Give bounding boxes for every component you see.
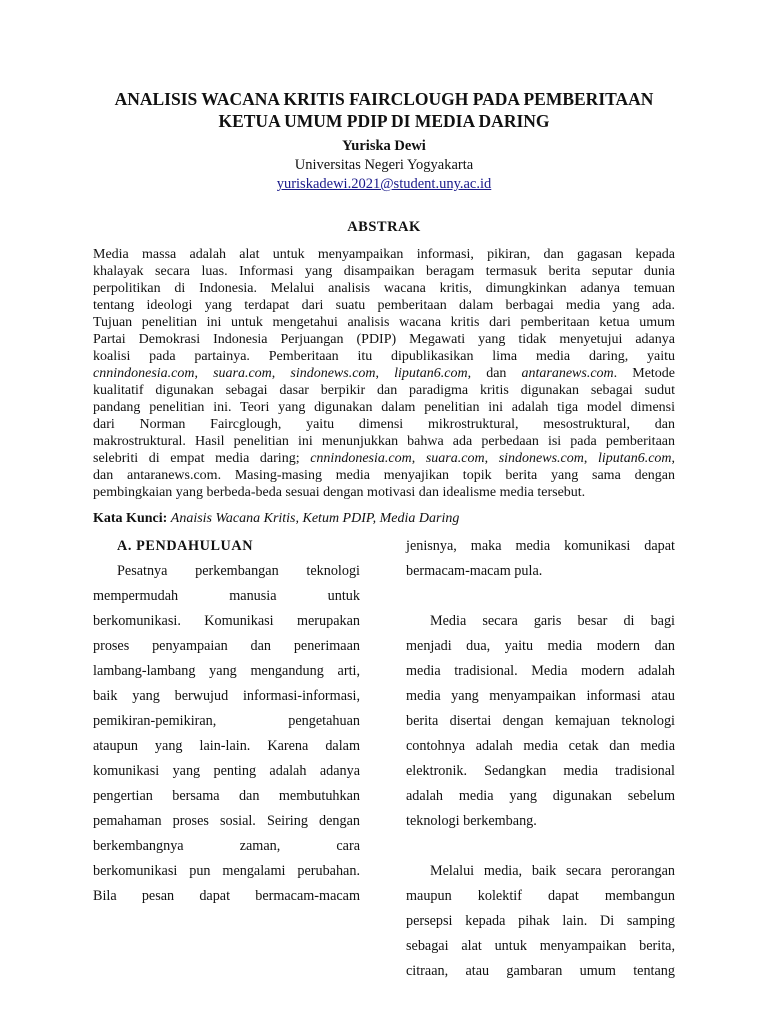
abstract-line: makrostruktural. Hasil penelitian ini menunjukkan bahwa ada perbedaan isi pada pemberitaan	[93, 434, 675, 449]
abstract-line: Partai Demokrasi Indonesia Perjuangan (PDIP) Megawati yang tidak menyetujui adanya	[93, 332, 675, 347]
body-line: berkembangnya zaman, cara	[93, 838, 360, 854]
abstract-line: dari Norman Faircglough, yaitu dimensi mikrostruktural, mesostruktural, dan	[93, 417, 675, 432]
right-column	[406, 534, 675, 984]
body-line: Melalui media, baik secara perorangan	[430, 863, 675, 879]
body-line: komunikasi yang penting adalah adanya	[93, 763, 360, 779]
abstract-line: Tujuan penelitian ini untuk mengetahui analisis wacana kritis dari pemberitaan ketua umum	[93, 315, 675, 330]
keywords-text: Anaisis Wacana Kritis, Ketum PDIP, Media Daring	[170, 511, 460, 526]
body-line: adalah media yang digunakan sebelum	[406, 788, 675, 804]
abstract-body	[93, 246, 675, 501]
body-line: media yang menyampaikan informasi atau	[406, 688, 675, 704]
left-column	[93, 534, 360, 909]
paper-title	[60, 88, 708, 132]
abstract-line: kualitatif digunakan sebagai dasar berpikir dan paradigma kritis digunakan sebagai sudut	[93, 383, 675, 398]
author-email[interactable]	[60, 175, 708, 194]
body-line: jenisnya, maka media komunikasi dapat	[406, 538, 675, 554]
body-line: baik yang berwujud informasi-informasi,	[93, 688, 360, 704]
body-line: pemikiran-pemikiran, pengetahuan	[93, 713, 360, 729]
body-line: persepsi kepada pihak lain. Di samping	[406, 913, 675, 929]
body-line: contohnya adalah media cetak dan media	[406, 738, 675, 754]
abstract-line: khalayak secara luas. Informasi yang disampaikan beragam termasuk berita seputar dunia	[93, 264, 675, 279]
paragraph-gap	[406, 834, 675, 859]
email-link[interactable]: yuriskadewi.2021@student.uny.ac.id	[276, 176, 492, 192]
body-line: berita disertai dengan kemajuan teknologi	[406, 713, 675, 729]
title-line-2: KETUA UMUM PDIP DI MEDIA DARING	[218, 111, 550, 131]
body-line: citraan, atau gambaran umum tentang	[406, 963, 675, 979]
body-line: mempermudah manusia untuk	[93, 588, 360, 604]
body-line: ataupun yang lain-lain. Karena dalam	[93, 738, 360, 754]
author-name: Yuriska Dewi	[342, 138, 426, 154]
abstract-line-media-list: cnnindonesia.com, suara.com, sindonews.com, liputan6.com, dan antaranews.com. Metode	[93, 366, 676, 381]
body-line: berkomunikasi. Komunikasi merupakan	[93, 613, 360, 629]
abstract-heading: ABSTRAK	[347, 219, 421, 235]
abstract-line: Media massa adalah alat untuk menyampaikan informasi, pikiran, dan gagasan kepada	[93, 247, 675, 262]
abstract-line: dan antaranews.com. Masing-masing media menyajikan topik berita yang sama dengan	[93, 468, 675, 483]
body-line: sebagai alat untuk menyampaikan berita,	[406, 938, 675, 954]
body-line: pemahaman proses sosial. Seiring dengan	[93, 813, 360, 829]
body-line: proses penyampaian dan penerimaan	[93, 638, 360, 654]
keywords	[93, 509, 675, 528]
body-line: media tradisional. Media modern adalah	[406, 663, 675, 679]
author-affiliation: Universitas Negeri Yogyakarta	[294, 157, 474, 173]
title-line-1: ANALISIS WACANA KRITIS FAIRCLOUGH PADA PEMBERITAAN	[114, 89, 654, 109]
body-line: bermacam-macam pula.	[406, 563, 543, 579]
paragraph-gap	[406, 584, 675, 609]
body-line: pengertian bersama dan membutuhkan	[93, 788, 360, 804]
abstract-line: pembingkaian yang berbeda-beda sesuai dengan motivasi dan idealisme media tersebut.	[93, 485, 586, 500]
body-line: berkomunikasi pun mengalami perubahan.	[93, 863, 360, 879]
body-line: Media secara garis besar di bagi	[430, 613, 675, 629]
keywords-label: Kata Kunci:	[93, 511, 168, 526]
body-line: Bila pesan dapat bermacam-macam	[93, 888, 360, 904]
body-line: maupun kolektif dapat membangun	[406, 888, 675, 904]
body-line: menjadi dua, yaitu media modern dan	[406, 638, 675, 654]
body-line: Pesatnya perkembangan teknologi	[117, 563, 360, 579]
section-heading: A. PENDAHULUAN	[117, 538, 254, 554]
abstract-line-media-list: selebriti di empat media daring; cnnindonesia.com, suara.com, sindonews.com, liputan6.com,	[93, 451, 676, 466]
body-line: elektronik. Sedangkan media tradisional	[406, 763, 675, 779]
body-line: lambang-lambang yang mengandung arti,	[93, 663, 360, 679]
abstract-line: pandang penelitian ini. Teori yang digunakan dalam penelitian ini adalah tiga model dimensi	[93, 400, 675, 415]
abstract-line: perpolitikan di Indonesia. Melalui analisis wacana kritis, dimungkinkan adanya temuan	[93, 281, 675, 296]
abstract-line: koalisi pada partainya. Pemberitaan itu dipublikasikan lima media daring, yaitu	[93, 349, 675, 364]
abstract-line: tentang ideologi yang terdapat dari suatu pemberitaan dalam berbagai media yang ada.	[93, 298, 675, 313]
body-line: teknologi berkembang.	[406, 813, 537, 829]
